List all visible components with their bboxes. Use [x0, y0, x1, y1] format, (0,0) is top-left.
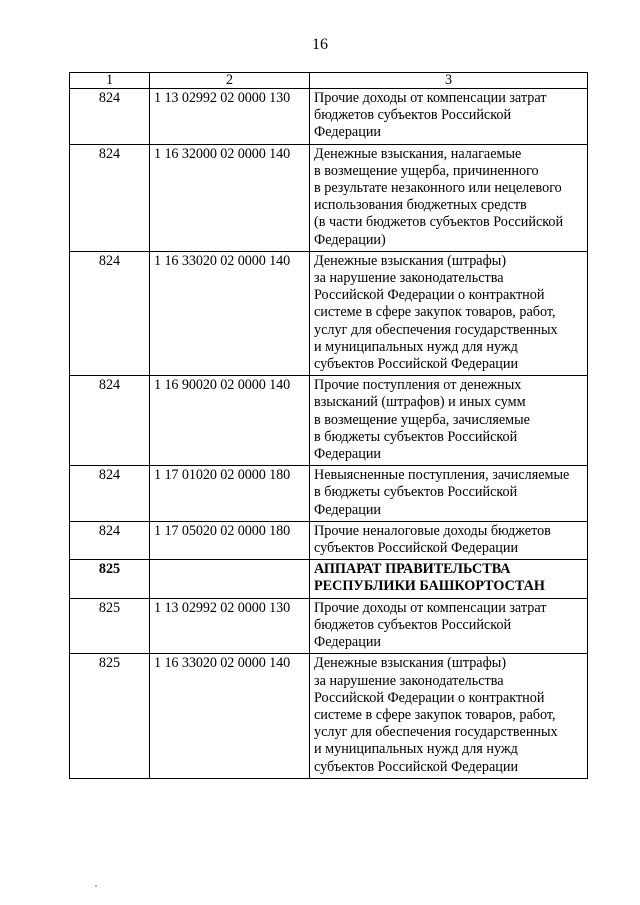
page-number: 16 [312, 36, 328, 53]
budget-code-cell: 1 17 01020 02 0000 180 [150, 466, 310, 522]
revenue-name-cell: Прочие поступления от денежных взысканий (штрафов) и иных сумм в возмещение ущерба, зачисляемые в бюджеты субъектов Российской Федерации [310, 376, 588, 466]
budget-code-cell: 1 16 90020 02 0000 140 [150, 376, 310, 466]
admin-code-cell: 824 [70, 144, 150, 251]
table-header-row [70, 73, 588, 89]
header-col-1: 1 [70, 73, 150, 89]
table-row [70, 251, 588, 375]
admin-code-cell: 825 [70, 560, 150, 598]
admin-code-cell: 824 [70, 89, 150, 145]
admin-code-cell: 824 [70, 376, 150, 466]
revenue-name-cell: Прочие доходы от компенсации затрат бюджетов субъектов Российской Федерации [310, 89, 588, 145]
admin-code-cell: 824 [70, 466, 150, 522]
budget-code-cell: 1 13 02992 02 0000 130 [150, 598, 310, 654]
table-row [70, 598, 588, 654]
admin-code-cell: 824 [70, 521, 150, 559]
revenue-code-table [69, 72, 588, 779]
budget-code-cell: 1 16 33020 02 0000 140 [150, 251, 310, 375]
table-row [70, 654, 588, 778]
scan-artifact-dot [95, 885, 97, 887]
budget-code-cell: 1 17 05020 02 0000 180 [150, 521, 310, 559]
revenue-name-cell: Денежные взыскания (штрафы) за нарушение законодательства Российской Федерации о контрактной системе в сфере закупок товаров, работ, услуг для обеспечения государственных и муниципальных нужд для нужд субъектов Российской Федерации [310, 654, 588, 778]
budget-code-cell: 1 16 33020 02 0000 140 [150, 654, 310, 778]
revenue-name-cell: Прочие неналоговые доходы бюджетов субъектов Российской Федерации [310, 521, 588, 559]
table-body [70, 89, 588, 779]
table-row [70, 560, 588, 598]
budget-code-cell: 1 16 32000 02 0000 140 [150, 144, 310, 251]
revenue-name-cell: АППАРАТ ПРАВИТЕЛЬСТВА РЕСПУБЛИКИ БАШКОРТОСТАН [310, 560, 588, 598]
admin-code-cell: 824 [70, 251, 150, 375]
admin-code-cell: 825 [70, 654, 150, 778]
revenue-name-cell: Невыясненные поступления, зачисляемые в бюджеты субъектов Российской Федерации [310, 466, 588, 522]
budget-code-cell [150, 560, 310, 598]
revenue-name-cell: Прочие доходы от компенсации затрат бюджетов субъектов Российской Федерации [310, 598, 588, 654]
revenue-name-cell: Денежные взыскания (штрафы) за нарушение законодательства Российской Федерации о контрактной системе в сфере закупок товаров, работ, услуг для обеспечения государственных и муниципальных нужд для нужд субъектов Российской Федерации [310, 251, 588, 375]
revenue-name-cell: Денежные взыскания, налагаемые в возмещение ущерба, причиненного в результате незаконного или нецелевого использования бюджетных средств (в части бюджетов субъектов Российской Федерации) [310, 144, 588, 251]
admin-code-cell: 825 [70, 598, 150, 654]
header-col-2: 2 [150, 73, 310, 89]
table-row [70, 89, 588, 145]
budget-code-cell: 1 13 02992 02 0000 130 [150, 89, 310, 145]
header-col-3: 3 [310, 73, 588, 89]
table-row [70, 376, 588, 466]
table-row [70, 521, 588, 559]
table-row [70, 466, 588, 522]
table-row [70, 144, 588, 251]
